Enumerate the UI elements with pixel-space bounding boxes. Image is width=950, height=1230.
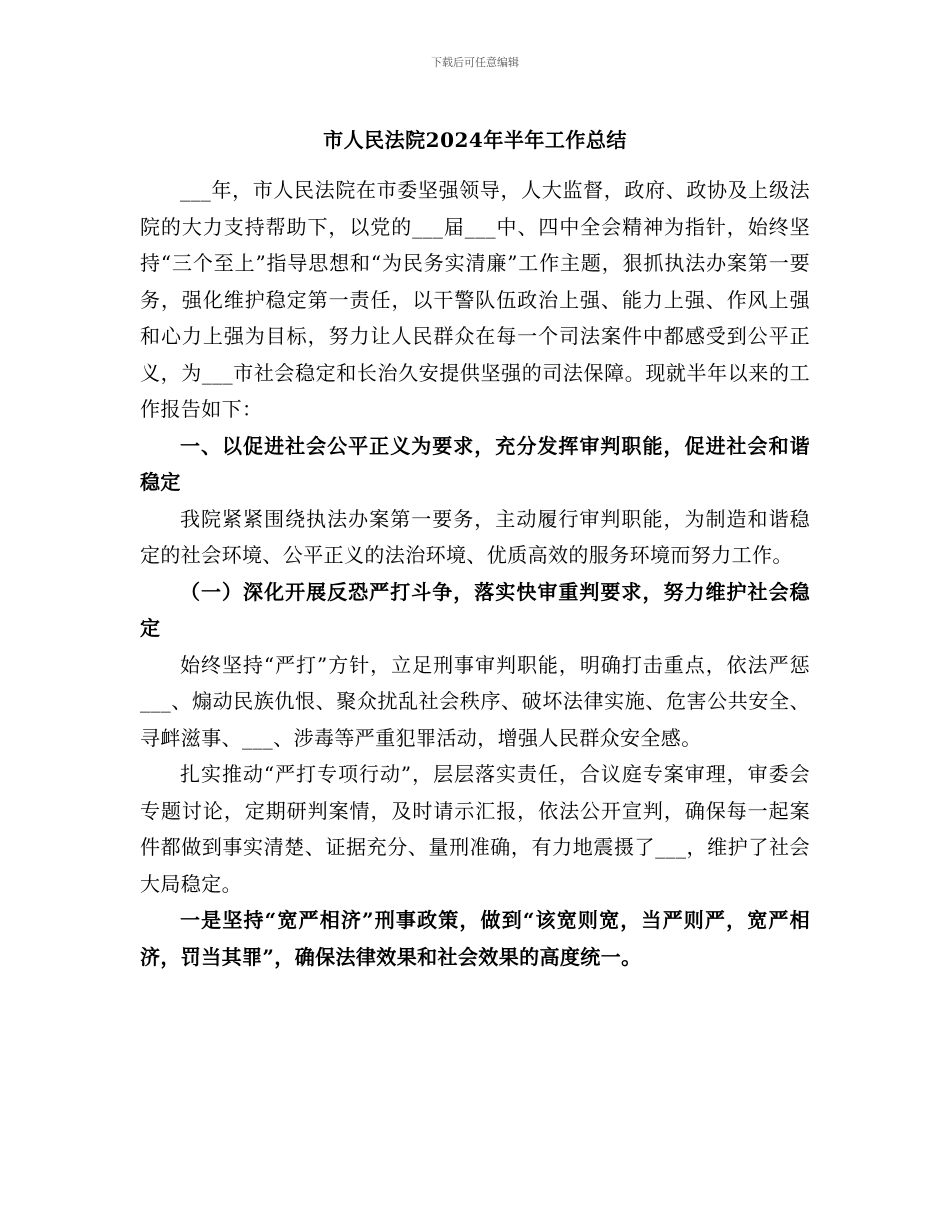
subsection-heading-1: （一）深化开展反恐严打斗争，落实快审重判要求，努力维护社会稳定 (140, 579, 810, 640)
document-title: 市人民法院2024年半年工作总结 (323, 128, 627, 152)
point-heading-1: 一是坚持“宽严相济”刑事政策，做到“该宽则宽，当严则严，宽严相济，罚当其罪”，确保法律效果和社会效果的高度统一。 (140, 908, 810, 969)
paragraph-intro: ___年，市人民法院在市委坚强领导，人大监督，政府、政协及上级法院的大力支持帮助下，以党的___届___中、四中全会精神为指针，始终坚持“三个至上”指导思想和“为民务实清廉”工作主题，狠抓执法办案第一要务，强化维护稳定第一责任，以干警队伍政治上强、能力上强、作风上强和心力上强为目标，努力让人民群众在每一个司法案件中都感受到公平正义，为___市社会稳定和长治久安提供坚强的司法保障。现就半年以来的工作报告如下： (140, 178, 810, 421)
paragraph-special-action: 扎实推动“严打专项行动”，层层落实责任，合议庭专案审理，审委会专题讨论，定期研判案情，及时请示汇报，依法公开宣判，确保每一起案件都做到事实清楚、证据充分、量刑准确，有力地震摄了___，维护了社会大局稳定。 (140, 762, 810, 896)
header-note: 下载后可任意编辑 (431, 56, 519, 69)
document-body (140, 172, 810, 975)
paragraph-section-1: 我院紧紧围绕执法办案第一要务，主动履行审判职能，为制造和谐稳定的社会环境、公平正义的法治环境、优质高效的服务环境而努力工作。 (140, 506, 810, 567)
section-heading-1: 一、以促进社会公平正义为要求，充分发挥审判职能，促进社会和谐稳定 (140, 433, 810, 494)
paragraph-strike-hard: 始终坚持“严打”方针，立足刑事审判职能，明确打击重点，依法严惩___、煽动民族仇恨、聚众扰乱社会秩序、破坏法律实施、危害公共安全、寻衅滋事、___、涉毒等严重犯罪活动，增强人民群众安全感。 (140, 652, 810, 750)
